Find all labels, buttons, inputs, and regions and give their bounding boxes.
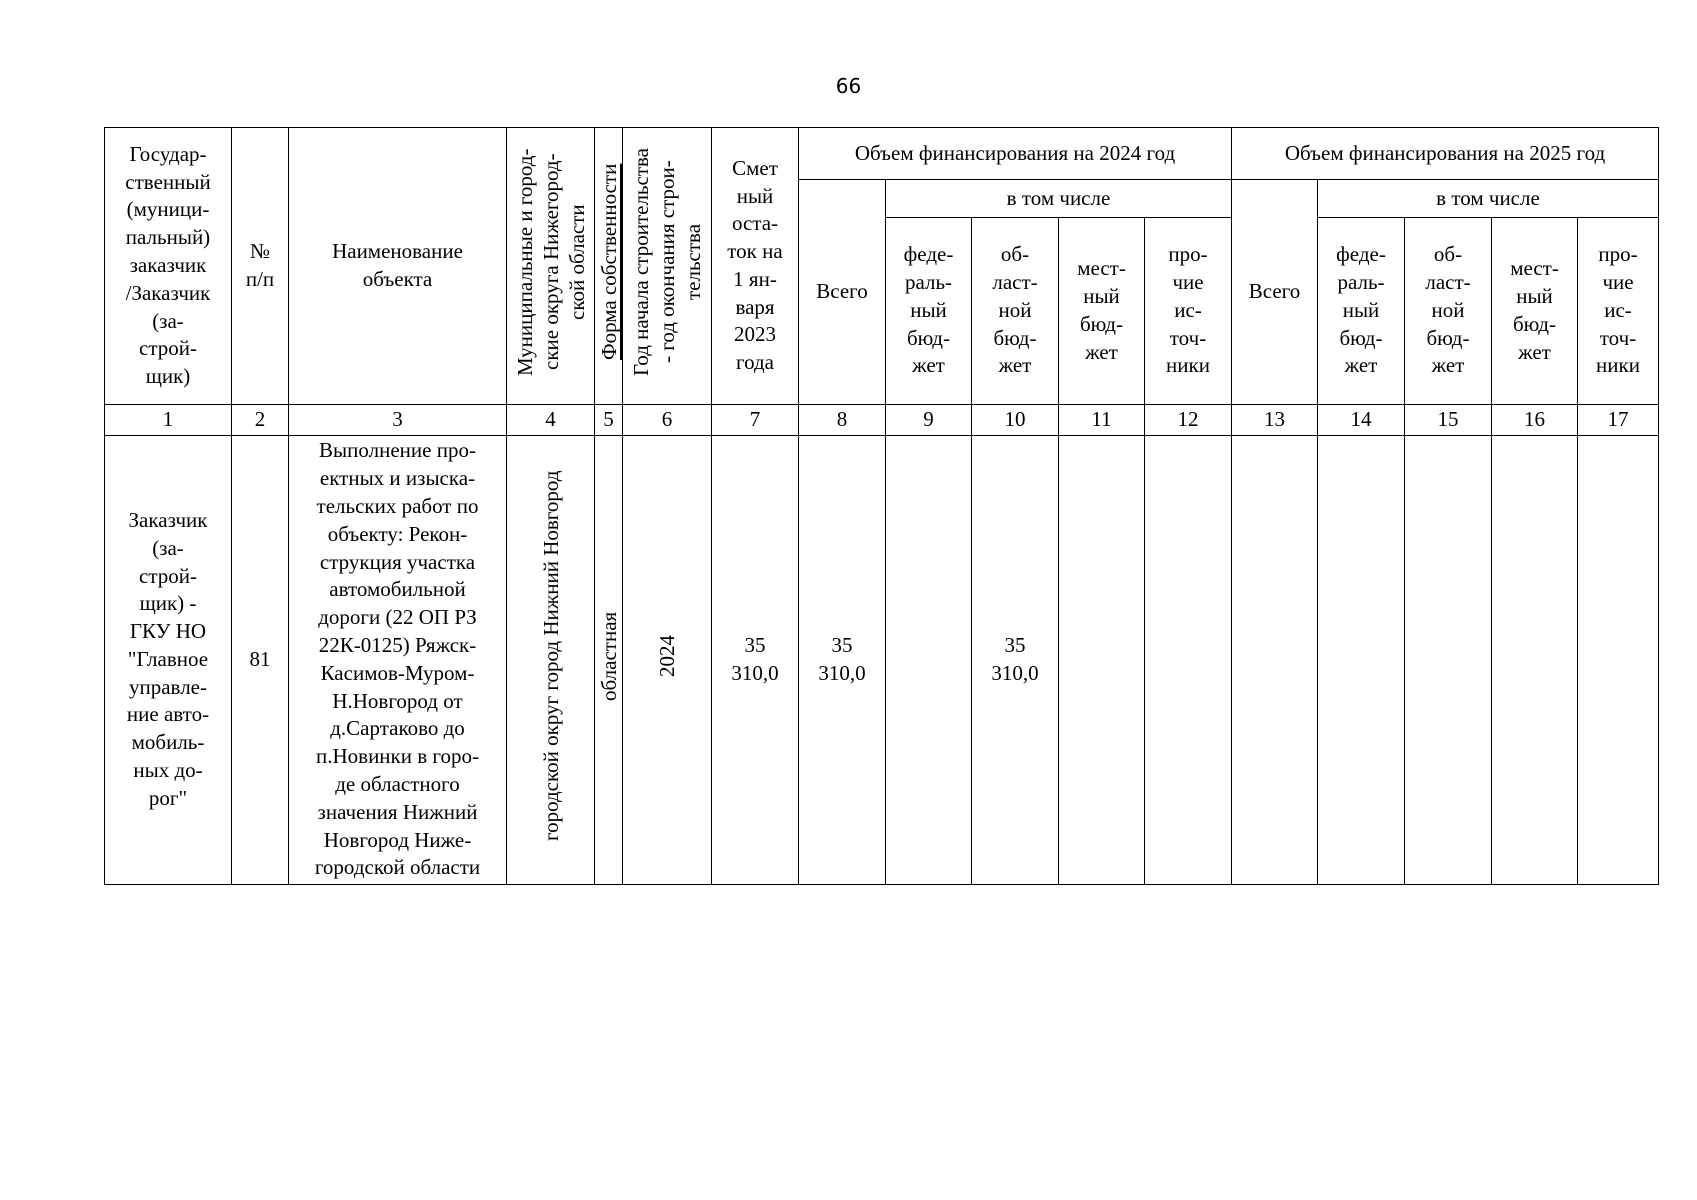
column-number: 6 bbox=[623, 404, 712, 435]
cell-total-2024 bbox=[799, 435, 886, 884]
cell-local-2025 bbox=[1492, 435, 1578, 884]
cell-regional-2025 bbox=[1405, 435, 1492, 884]
cell-regional-2024-text: 35 310,0 bbox=[991, 633, 1039, 685]
header-object-name-text: Наименование объекта bbox=[332, 239, 463, 291]
column-number: 15 bbox=[1405, 404, 1492, 435]
header-funding-2024: Объем финансирования на 2024 год bbox=[799, 128, 1232, 180]
header-municipal-districts bbox=[507, 128, 595, 405]
column-number: 3 bbox=[289, 404, 507, 435]
header-local-2024-text: мест- ный бюд- жет bbox=[1077, 256, 1126, 364]
cell-estimated-balance-text: 35 310,0 bbox=[731, 633, 779, 685]
header-construction-years bbox=[623, 128, 712, 405]
cell-other-2025 bbox=[1578, 435, 1659, 884]
funding-table bbox=[104, 127, 1659, 885]
cell-local-2024 bbox=[1059, 435, 1145, 884]
header-funding-2025: Объем финансирования на 2025 год bbox=[1232, 128, 1659, 180]
header-ownership-form-text: Форма собственности bbox=[596, 163, 621, 361]
header-estimated-balance-text: Смет ный оста- ток на 1 ян- варя 2023 года bbox=[727, 155, 783, 375]
header-other-2025 bbox=[1578, 217, 1659, 404]
cell-estimated-balance bbox=[712, 435, 799, 884]
cell-object-name bbox=[289, 435, 507, 884]
header-construction-years-text: Год начала строительства - год окончания строи- тельства bbox=[629, 148, 705, 376]
cell-municipality bbox=[507, 435, 595, 884]
column-number: 9 bbox=[886, 404, 972, 435]
column-number: 8 bbox=[799, 404, 886, 435]
cell-total-2024-text: 35 310,0 bbox=[818, 633, 866, 685]
column-number: 11 bbox=[1059, 404, 1145, 435]
cell-other-2024 bbox=[1145, 435, 1232, 884]
table-row bbox=[105, 435, 1659, 884]
cell-number: 81 bbox=[232, 435, 289, 884]
header-number-text: № п/п bbox=[245, 239, 275, 291]
header-federal-2024-text: феде- раль- ный бюд- жет bbox=[903, 242, 954, 378]
header-ownership-form bbox=[595, 128, 623, 405]
cell-ownership-text: областная bbox=[596, 611, 621, 701]
header-including-2024: в том числе bbox=[886, 180, 1232, 218]
header-other-2024-text: про- чие ис- точ- ники bbox=[1166, 242, 1210, 378]
cell-ownership bbox=[595, 435, 623, 884]
header-total-2025: Всего bbox=[1232, 180, 1318, 405]
column-number: 1 bbox=[105, 404, 232, 435]
column-number: 12 bbox=[1145, 404, 1232, 435]
cell-object-name-text: Выполнение про- ектных и изыска- тельских работ по объекту: Рекон- струкция участка автомобильной дороги (22 ОП РЗ 22К-0125) Ряжск- Касимов-Муром- Н.Новгород от д.Сартаково до п.Новинки в горо- де областного значения Нижний Новгород Ниже- городской области bbox=[314, 438, 481, 880]
cell-total-2025 bbox=[1232, 435, 1318, 884]
column-number: 14 bbox=[1318, 404, 1405, 435]
cell-municipality-text: городской округ город Нижний Новгород bbox=[538, 470, 563, 842]
header-regional-2025 bbox=[1405, 217, 1492, 404]
column-number: 7 bbox=[712, 404, 799, 435]
cell-federal-2025 bbox=[1318, 435, 1405, 884]
header-local-2024 bbox=[1059, 217, 1145, 404]
header-object-name bbox=[289, 128, 507, 405]
column-number: 4 bbox=[507, 404, 595, 435]
header-federal-2025 bbox=[1318, 217, 1405, 404]
column-number: 5 bbox=[595, 404, 623, 435]
column-number: 17 bbox=[1578, 404, 1659, 435]
header-regional-2025-text: об- ласт- ной бюд- жет bbox=[1425, 242, 1471, 378]
column-number: 13 bbox=[1232, 404, 1318, 435]
column-number: 10 bbox=[972, 404, 1059, 435]
header-federal-2025-text: феде- раль- ный бюд- жет bbox=[1336, 242, 1386, 378]
header-total-2024: Всего bbox=[799, 180, 886, 405]
header-customer-text: Государ- ственный (муници- пальный) заказчик /Заказчик (за- строй- щик) bbox=[125, 141, 211, 389]
cell-customer-text: Заказчик (за- строй- щик) - ГКУ НО "Главное управле- ние авто- мобиль- ных до- рог" bbox=[126, 507, 210, 810]
column-number: 2 bbox=[232, 404, 289, 435]
header-row-top bbox=[105, 128, 1659, 180]
header-number bbox=[232, 128, 289, 405]
column-number: 16 bbox=[1492, 404, 1578, 435]
header-customer bbox=[105, 128, 232, 405]
header-regional-2024-text: об- ласт- ной бюд- жет bbox=[992, 242, 1038, 378]
header-including-2025: в том числе bbox=[1318, 180, 1659, 218]
header-local-2025 bbox=[1492, 217, 1578, 404]
cell-federal-2024 bbox=[886, 435, 972, 884]
page-number: 66 bbox=[835, 74, 862, 98]
header-other-2024 bbox=[1145, 217, 1232, 404]
cell-years-text: 2024 bbox=[655, 634, 679, 677]
header-other-2025-text: про- чие ис- точ- ники bbox=[1596, 242, 1640, 378]
header-municipal-districts-text: Муниципальные и город- ские округа Нижегород- ской области bbox=[512, 148, 589, 376]
cell-regional-2024 bbox=[972, 435, 1059, 884]
cell-years bbox=[623, 435, 712, 884]
header-regional-2024 bbox=[972, 217, 1059, 404]
column-number-row bbox=[105, 404, 1659, 435]
header-local-2025-text: мест- ный бюд- жет bbox=[1510, 256, 1559, 364]
header-estimated-balance bbox=[712, 128, 799, 405]
cell-customer bbox=[105, 435, 232, 884]
header-federal-2024 bbox=[886, 217, 972, 404]
